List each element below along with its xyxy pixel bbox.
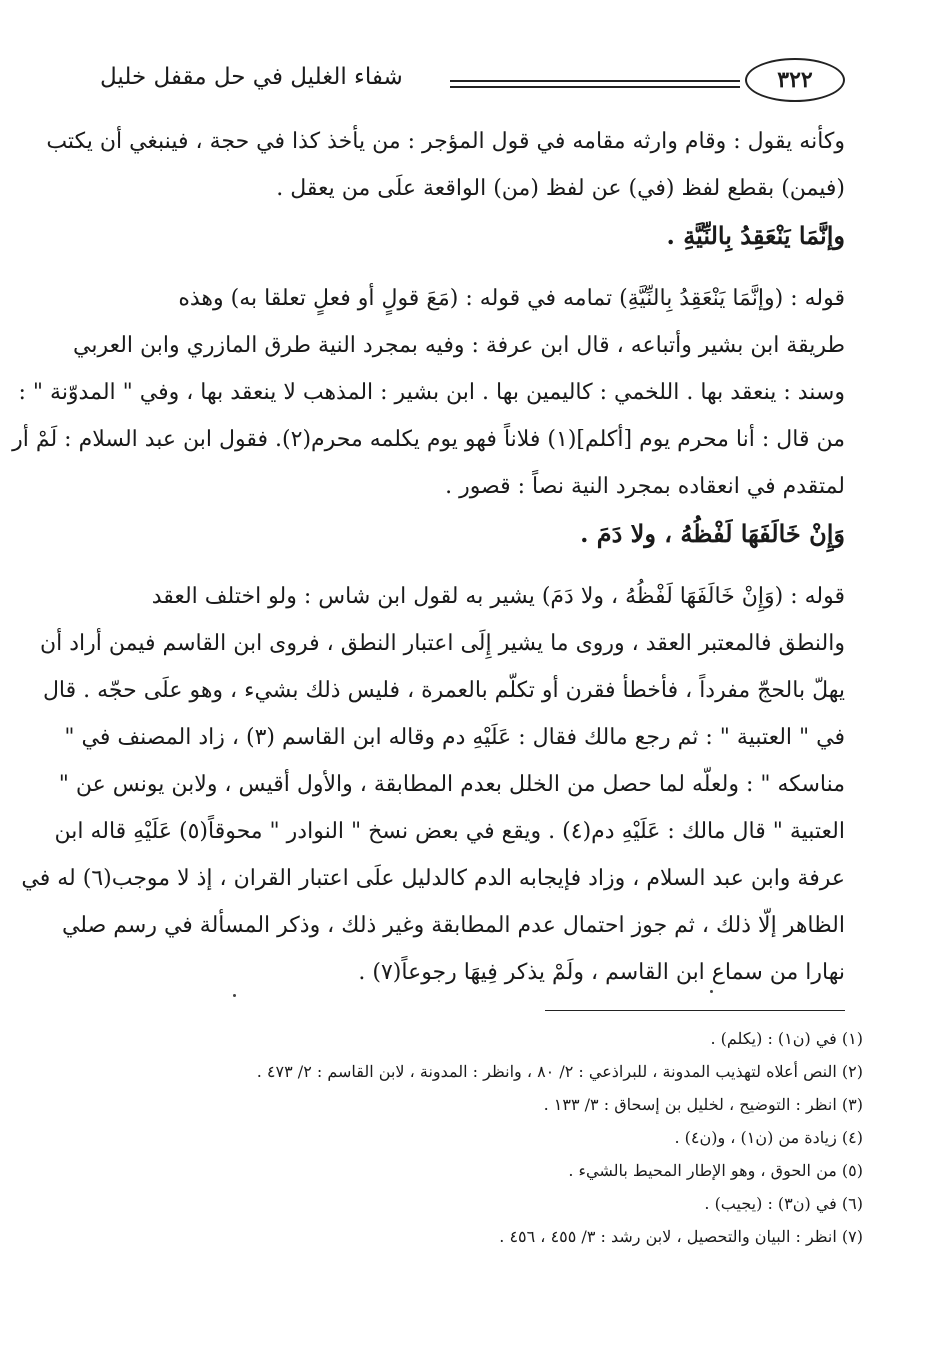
footnote: (٤) زيادة من (ن١) ، و(ن٤) .: [674, 1128, 863, 1147]
text-line: قوله : (وَإِنْ خَالَفَهَا لَفْظُهُ ، ولا دَمَ) يشير به لقول ابن شاس : ولو اختلف العقد: [151, 584, 845, 609]
footnote: (٧) انظر : البيان والتحصيل ، لابن رشد : ٣/ ٤٥٥ ، ٤٥٦ .: [499, 1227, 863, 1246]
text-line: عرفة وابن عبد السلام ، وزاد فإيجابه الدم كالدليل علَى اعتبار القران ، إذ لا موجب(٦) له في: [21, 866, 845, 891]
running-header: [100, 58, 845, 106]
text-line: يهلّ بالحجّ مفرداً ، فأخطأ فقرن أو تكلّم بالعمرة ، فليس ذلك بشيء ، وهو علَى حجّه . قال: [42, 678, 845, 703]
scan-speck: [710, 990, 713, 993]
text-line: من قال : أنا محرم يوم [أكلم](١) فلاناً فهو يوم يكلمه محرم(٢). فقول ابن عبد السلام : لَمْ أر: [12, 427, 845, 452]
text-line: نهارا من سماع ابن القاسم ، ولَمْ يذكر فِيهَا رجوعاً(٧) .: [358, 960, 845, 985]
matn-heading: وَإِنْ خَالَفَهَا لَفْظُهُ ، ولا دَمَ .: [580, 519, 845, 548]
matn-heading: وإنَّمَا يَنْعَقِدُ بِالنِّيَّةِ .: [666, 221, 845, 250]
text-line: وكأنه يقول : وقام وارثه مقامه في قول المؤجر : من يأخذ كذا في حجة ، فينبغي أن يكتب: [46, 129, 845, 154]
text-line: العتبية " قال مالك : عَلَيْهِ دم(٤) . ويقع في بعض نسخ " النوادر " محوقاً(٥) عَلَيْهِ قاله ابن: [54, 819, 845, 844]
footnote: (٣) انظر : التوضيح ، لخليل بن إسحاق : ٣/ ١٣٣ .: [543, 1095, 863, 1114]
scan-speck: [233, 994, 236, 997]
footnote: (٢) النص أعلاه لتهذيب المدونة ، للبراذعي : ٢/ ٨٠ ، وانظر : المدونة ، لابن القاسم : ٢/ ٤٧٣ .: [256, 1062, 863, 1081]
footnote-separator: [545, 1010, 845, 1011]
footnote: (٥) من الحوق ، وهو الإطار المحيط بالشيء .: [568, 1161, 863, 1180]
text-line: والنطق فالمعتبر العقد ، وروى ما يشير إِلَى اعتبار النطق ، فروى ابن القاسم فيمن أراد أن: [39, 631, 845, 656]
spacer: [100, 259, 845, 275]
header-rule: [450, 80, 740, 82]
footnote: (٦) في (ن٣) : (يجيب) .: [704, 1194, 863, 1213]
text-line: لمتقدم في انعقاده بمجرد النية نصاً : قصور .: [445, 474, 845, 499]
text-line: وسند : ينعقد بها . اللخمي : كاليمين بها . ابن بشير : المذهب لا ينعقد بها ، وفي " المدوّنة " :: [18, 380, 845, 405]
footnote: (١) في (ن١) : (يكلم) .: [710, 1029, 863, 1048]
spacer: [100, 557, 845, 573]
page-number: ٣٢٢: [745, 58, 845, 102]
footnotes: [100, 1022, 863, 1253]
text-line: طريقة ابن بشير وأتباعه ، قال ابن عرفة : وفيه بمجرد النية طرق المازري وابن العربي: [73, 333, 845, 358]
main-text: [12, 118, 845, 996]
text-line: الظاهر إلّا ذلك ، ثم جوز احتمال عدم المطابقة وغير ذلك ، وذكر المسألة في رسم صلي: [61, 913, 845, 938]
book-title: شفاء الغليل في حل مقفل خليل: [100, 64, 403, 90]
text-line: في " العتبية " : ثم رجع مالك فقال : عَلَيْهِ دم وقاله ابن القاسم (٣) ، زاد المصنف في ": [64, 725, 845, 750]
header-rule: [450, 86, 740, 88]
text-line: قوله : (وإنَّمَا يَنْعَقِدُ بِالنِّيَّةِ) تمامه في قوله : (مَعَ قولٍ أو فعلٍ تعلقا به) وهذه: [178, 286, 845, 311]
text-line: (فيمن) بقطع لفظ (في) عن لفظ (من) الواقعة علَى من يعقل .: [276, 176, 845, 201]
text-line: مناسكه " : ولعلّه لما حصل من الخلل بعدم المطابقة ، والأول أقيس ، ولابن يونس عن ": [58, 772, 845, 797]
